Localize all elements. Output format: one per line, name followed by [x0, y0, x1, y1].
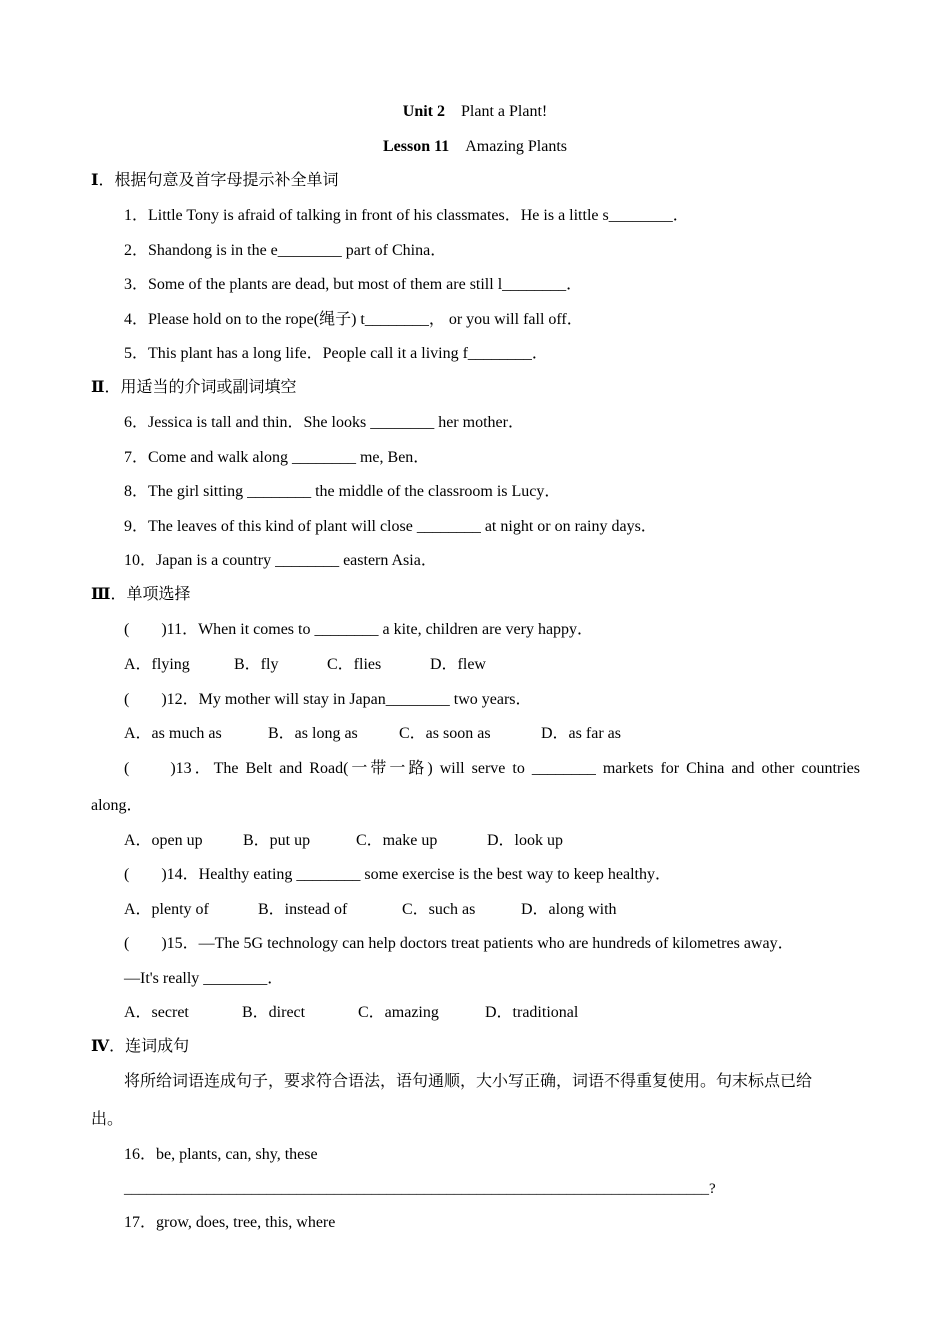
question-17: 17．grow, does, tree, this, where: [124, 1214, 336, 1231]
option-a: A．flying: [124, 656, 190, 673]
question-16: 16．be, plants, can, shy, these: [124, 1146, 318, 1163]
question-6: 6．Jessica is tall and thin．She looks ________ her mother．: [124, 414, 524, 431]
question-11: ( )11．When it comes to ________ a kite, children are very happy．: [124, 621, 594, 638]
question-1: 1．Little Tony is afraid of talking in front of his classmates．He is a little s________．: [124, 207, 689, 224]
section-3-numeral: Ⅲ: [91, 586, 111, 603]
section-3-title: ．单项选择: [110, 586, 191, 603]
question-8: 8．The girl sitting ________ the middle of the classroom is Lucy．: [124, 483, 561, 500]
option-d: D．as far as: [541, 725, 621, 742]
question-13: ( )13．The Belt and Road(一带一路) will serve to ________ markets for China and other countries: [124, 760, 860, 777]
option-a: A．secret: [124, 1004, 189, 1021]
option-c: C．flies: [327, 656, 382, 673]
lesson-heading: [0, 137, 950, 157]
question-10: 10．Japan is a country ________ eastern Asia．: [124, 552, 437, 569]
option-a: A．as much as: [124, 725, 222, 742]
lesson-title: Amazing Plants: [465, 138, 568, 155]
section-4-title: ．连词成句: [109, 1038, 190, 1055]
section-4-heading: [91, 1037, 189, 1057]
option-b: B．as long as: [268, 725, 358, 742]
section-2-heading: [91, 378, 297, 398]
question-7: 7．Come and walk along ________ me, Ben．: [124, 449, 430, 466]
question-2: 2．Shandong is in the e________ part of China．: [124, 242, 447, 259]
section-1-heading: [91, 171, 339, 191]
option-d: D．traditional: [485, 1004, 579, 1021]
option-d: D．along with: [521, 901, 617, 918]
question-3: 3．Some of the plants are dead, but most of them are still l________．: [124, 276, 583, 293]
question-16-answer-line[interactable]: ______________________________________________________________________________?: [124, 1181, 716, 1197]
option-d: D．look up: [487, 832, 564, 849]
question-5: 5．This plant has a long life．People call it a living f________．: [124, 345, 548, 362]
question-15-reply: —It's really ________．: [124, 970, 284, 987]
question-13-continued: along．: [91, 797, 143, 814]
unit-title: Plant a Plant!: [461, 103, 548, 120]
section-1-numeral: Ⅰ: [91, 172, 99, 189]
option-c: C．amazing: [358, 1004, 439, 1021]
option-d: D．flew: [430, 656, 486, 673]
section-1-title: ．根据句意及首字母提示补全单词: [98, 172, 339, 189]
lesson-label: Lesson 11: [382, 138, 450, 155]
section-2-title: ．用适当的介词或副词填空: [104, 379, 297, 396]
section-4-numeral: Ⅳ: [91, 1038, 110, 1055]
option-c: C．such as: [402, 901, 476, 918]
question-9: 9．The leaves of this kind of plant will close ________ at night or on rainy days．: [124, 518, 657, 535]
option-c: C．make up: [356, 832, 438, 849]
option-b: B．direct: [242, 1004, 306, 1021]
question-15: ( )15．—The 5G technology can help doctors treat patients who are hundreds of kilometres away．: [124, 935, 794, 952]
option-a: A．plenty of: [124, 901, 209, 918]
option-b: B．fly: [234, 656, 279, 673]
option-b: B．put up: [243, 832, 311, 849]
section-3-heading: [91, 585, 191, 605]
question-4: 4．Please hold on to the rope(绳子) t________， or you will fall off．: [124, 311, 583, 328]
option-c: C．as soon as: [399, 725, 491, 742]
unit-heading: [0, 102, 950, 122]
unit-label: Unit 2: [402, 103, 445, 120]
section-4-instructions-continued: 出。: [91, 1111, 124, 1128]
option-b: B．instead of: [258, 901, 348, 918]
section-4-instructions: 将所给词语连成句子，要求符合语法，语句通顺，大小写正确，词语不得重复使用。句末标点已给: [124, 1073, 813, 1090]
question-14: ( )14．Healthy eating ________ some exercise is the best way to keep healthy．: [124, 866, 671, 883]
section-2-numeral: Ⅱ: [91, 379, 105, 396]
option-a: A．open up: [124, 832, 203, 849]
question-12: ( )12．My mother will stay in Japan________ two years．: [124, 691, 532, 708]
